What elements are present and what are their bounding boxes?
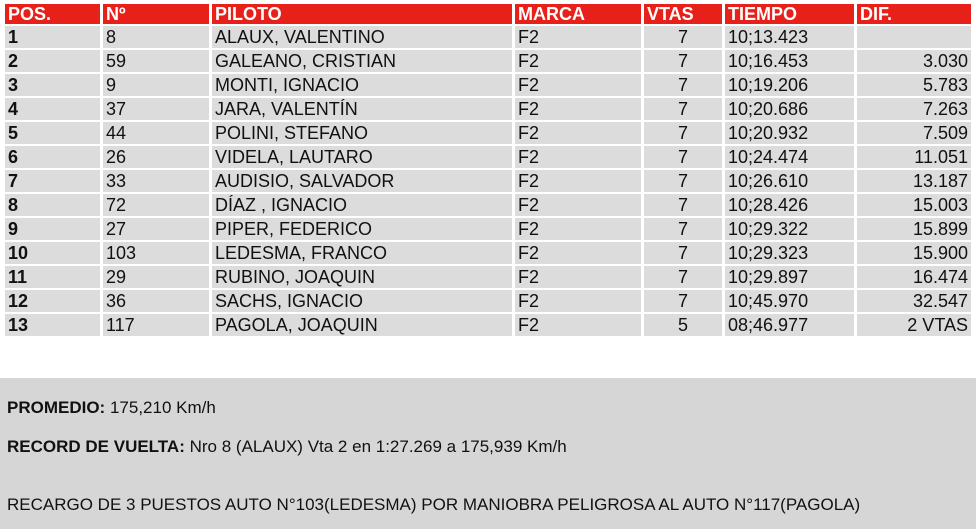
cell-marca: F2: [515, 50, 641, 72]
cell-dif: 15.899: [857, 218, 971, 240]
cell-dif: 7.263: [857, 98, 971, 120]
cell-tiempo: 10;29.323: [725, 242, 854, 264]
cell-tiempo: 10;20.932: [725, 122, 854, 144]
cell-vtas: 7: [644, 170, 722, 192]
cell-marca: F2: [515, 98, 641, 120]
cell-piloto: PAGOLA, JOAQUIN: [212, 314, 512, 336]
cell-vtas: 7: [644, 290, 722, 312]
cell-pos: 13: [5, 314, 100, 336]
cell-pos: 5: [5, 122, 100, 144]
cell-piloto: DÍAZ , IGNACIO: [212, 194, 512, 216]
cell-vtas: 7: [644, 146, 722, 168]
cell-num: 8: [103, 26, 209, 48]
header-marca: MARCA: [515, 4, 641, 24]
table-row: [5, 314, 971, 336]
cell-tiempo: 10;29.897: [725, 266, 854, 288]
cell-piloto: AUDISIO, SALVADOR: [212, 170, 512, 192]
cell-num: 29: [103, 266, 209, 288]
cell-marca: F2: [515, 242, 641, 264]
cell-piloto: POLINI, STEFANO: [212, 122, 512, 144]
cell-pos: 7: [5, 170, 100, 192]
cell-piloto: JARA, VALENTÍN: [212, 98, 512, 120]
table-row: [5, 218, 971, 240]
cell-marca: F2: [515, 26, 641, 48]
cell-piloto: SACHS, IGNACIO: [212, 290, 512, 312]
cell-marca: F2: [515, 266, 641, 288]
cell-marca: F2: [515, 218, 641, 240]
cell-pos: 9: [5, 218, 100, 240]
recargo-note: RECARGO DE 3 PUESTOS AUTO N°103(LEDESMA) POR MANIOBRA PELIGROSA AL AUTO N°117(PAGOLA): [7, 495, 861, 514]
cell-dif: 15.900: [857, 242, 971, 264]
cell-marca: F2: [515, 146, 641, 168]
cell-piloto: RUBINO, JOAQUIN: [212, 266, 512, 288]
cell-pos: 6: [5, 146, 100, 168]
table-row: [5, 242, 971, 264]
cell-num: 36: [103, 290, 209, 312]
cell-tiempo: 08;46.977: [725, 314, 854, 336]
cell-dif: 16.474: [857, 266, 971, 288]
cell-tiempo: 10;20.686: [725, 98, 854, 120]
cell-dif: 2 VTAS: [857, 314, 971, 336]
table-row: [5, 170, 971, 192]
race-summary: [0, 378, 976, 529]
cell-pos: 8: [5, 194, 100, 216]
cell-dif: 5.783: [857, 74, 971, 96]
cell-vtas: 7: [644, 50, 722, 72]
cell-piloto: LEDESMA, FRANCO: [212, 242, 512, 264]
header-vtas: VTAS: [644, 4, 722, 24]
results-table: [2, 2, 974, 338]
table-row: [5, 50, 971, 72]
cell-piloto: ALAUX, VALENTINO: [212, 26, 512, 48]
cell-dif: 7.509: [857, 122, 971, 144]
cell-tiempo: 10;29.322: [725, 218, 854, 240]
cell-vtas: 7: [644, 242, 722, 264]
cell-tiempo: 10;16.453: [725, 50, 854, 72]
header-dif: DIF.: [857, 4, 971, 24]
cell-pos: 11: [5, 266, 100, 288]
promedio-line: [7, 398, 216, 418]
header-num: Nº: [103, 4, 209, 24]
cell-tiempo: 10;24.474: [725, 146, 854, 168]
cell-num: 33: [103, 170, 209, 192]
cell-tiempo: 10;45.970: [725, 290, 854, 312]
cell-dif: 11.051: [857, 146, 971, 168]
record-line: [7, 437, 567, 457]
cell-vtas: 7: [644, 266, 722, 288]
cell-dif: 3.030: [857, 50, 971, 72]
cell-piloto: PIPER, FEDERICO: [212, 218, 512, 240]
table-row: [5, 266, 971, 288]
cell-dif: 15.003: [857, 194, 971, 216]
cell-pos: 10: [5, 242, 100, 264]
cell-pos: 3: [5, 74, 100, 96]
table-row: [5, 194, 971, 216]
cell-pos: 2: [5, 50, 100, 72]
header-row: [5, 4, 971, 24]
header-tiempo: TIEMPO: [725, 4, 854, 24]
table-row: [5, 74, 971, 96]
cell-dif: 32.547: [857, 290, 971, 312]
cell-num: 37: [103, 98, 209, 120]
cell-num: 44: [103, 122, 209, 144]
cell-pos: 1: [5, 26, 100, 48]
cell-piloto: MONTI, IGNACIO: [212, 74, 512, 96]
cell-vtas: 7: [644, 74, 722, 96]
table-row: [5, 290, 971, 312]
cell-num: 117: [103, 314, 209, 336]
table-row: [5, 122, 971, 144]
cell-marca: F2: [515, 194, 641, 216]
cell-marca: F2: [515, 122, 641, 144]
record-value: Nro 8 (ALAUX) Vta 2 en 1:27.269 a 175,939 Km/h: [189, 437, 567, 456]
cell-piloto: VIDELA, LAUTARO: [212, 146, 512, 168]
cell-tiempo: 10;13.423: [725, 26, 854, 48]
results-body: [5, 26, 971, 336]
cell-num: 59: [103, 50, 209, 72]
cell-num: 72: [103, 194, 209, 216]
cell-num: 27: [103, 218, 209, 240]
cell-vtas: 7: [644, 26, 722, 48]
cell-vtas: 7: [644, 218, 722, 240]
cell-num: 26: [103, 146, 209, 168]
header-pos: POS.: [5, 4, 100, 24]
cell-marca: F2: [515, 170, 641, 192]
table-row: [5, 146, 971, 168]
cell-marca: F2: [515, 74, 641, 96]
cell-vtas: 7: [644, 194, 722, 216]
cell-marca: F2: [515, 314, 641, 336]
promedio-label: PROMEDIO:: [7, 398, 106, 417]
table-row: [5, 98, 971, 120]
cell-vtas: 7: [644, 98, 722, 120]
cell-dif: 13.187: [857, 170, 971, 192]
cell-pos: 12: [5, 290, 100, 312]
cell-tiempo: 10;28.426: [725, 194, 854, 216]
cell-marca: F2: [515, 290, 641, 312]
cell-tiempo: 10;26.610: [725, 170, 854, 192]
cell-piloto: GALEANO, CRISTIAN: [212, 50, 512, 72]
cell-vtas: 7: [644, 122, 722, 144]
cell-dif: [857, 26, 971, 48]
cell-vtas: 5: [644, 314, 722, 336]
cell-num: 103: [103, 242, 209, 264]
header-piloto: PILOTO: [212, 4, 512, 24]
promedio-value: 175,210 Km/h: [109, 398, 216, 417]
cell-tiempo: 10;19.206: [725, 74, 854, 96]
cell-num: 9: [103, 74, 209, 96]
record-label: RECORD DE VUELTA:: [7, 437, 185, 456]
table-row: [5, 26, 971, 48]
cell-pos: 4: [5, 98, 100, 120]
